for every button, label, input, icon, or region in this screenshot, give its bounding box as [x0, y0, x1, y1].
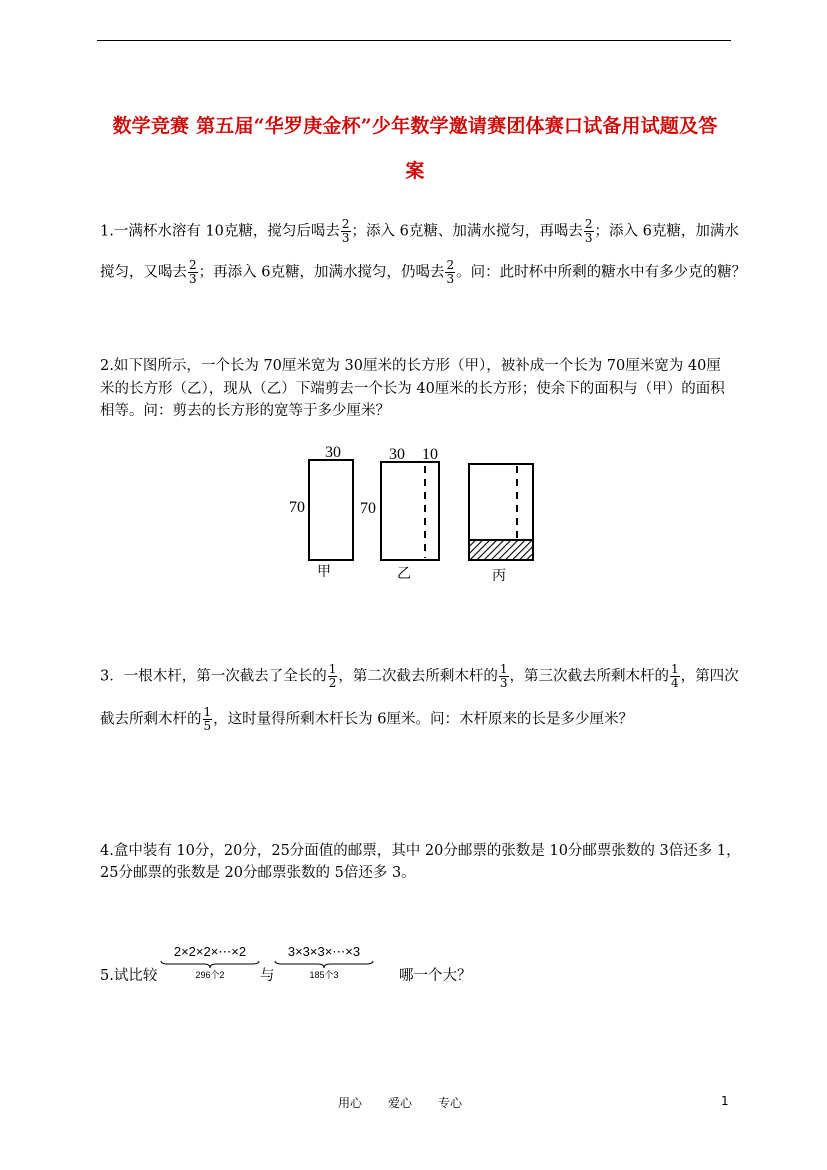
question-5-prefix: 5.试比较	[100, 968, 158, 984]
fraction: $\frac{1}{5}$	[203, 705, 212, 733]
question-5-suffix: 哪一个大？	[399, 968, 472, 984]
fraction: $\frac{2}{3}$	[584, 217, 593, 245]
footer-motto-1: 用心	[338, 1096, 363, 1110]
power-of-three-expression: 3×3×3×⋯×3 185个3	[274, 944, 374, 981]
footer-motto-3: 专心	[438, 1096, 463, 1110]
question-1-line-1: 1.一满杯水溶有 10克糖，搅匀后喝去 $\frac{2}{3}$ ；添入 6克糖、加满水搅匀，再喝去 $\frac{2}{3}$ ；添入 6克糖，加满水	[100, 217, 739, 245]
rectangle-c-cut-strip	[469, 540, 533, 560]
rectangle-a-label: 甲	[317, 564, 331, 580]
page-title: 数学竞赛 第五届“华罗庚金杯”少年数学邀请赛团体赛口试备用试题及答	[112, 115, 718, 137]
fraction: $\frac{1}{3}$	[499, 662, 508, 690]
fraction: $\frac{1}{2}$	[328, 662, 337, 690]
question-3-line-2: 截去所剩木杆的 $\frac{1}{5}$ ，这时量得所剩木杆长为 6厘米。问：木杆原来的长是多少厘米？	[100, 705, 633, 733]
rectangle-a-width-label: 30	[325, 444, 341, 461]
rectangle-a	[309, 460, 353, 560]
rectangle-c-label: 丙	[492, 568, 506, 584]
fraction: $\frac{2}{3}$	[189, 258, 197, 286]
question-2-line-1: 2.如下图所示，一个长为 70厘米宽为 30厘米的长方形（甲），被补成一个长为 70厘米宽为 40厘	[100, 358, 721, 374]
question-2-line-3: 相等。问：剪去的长方形的宽等于多少厘米？	[100, 403, 390, 419]
rectangles-figure	[285, 440, 545, 590]
fraction: $\frac{2}{3}$	[341, 217, 350, 245]
underbrace-icon	[274, 960, 374, 968]
question-4-line-2: 25分邮票的张数是 20分邮票张数的 5倍还多 3。	[100, 865, 416, 881]
rectangle-b-width-label: 30	[389, 446, 405, 463]
question-2-line-2: 米的长方形（乙），现从（乙）下端剪去一个长为 40厘米的长方形；使余下的面积与（甲）的面积	[100, 381, 725, 397]
question-1-line-2: 搅匀，又喝去 $\frac{2}{3}$ ；再添入 6克糖，加满水搅匀，仍喝去 $\frac{2}{3}$ 。问：此时杯中所剩的糖水中有多少克的糖？	[100, 258, 747, 286]
question-5-connector: 与	[260, 968, 275, 984]
rectangle-b-extra-label: 10	[422, 446, 438, 463]
question-4-line-1: 4.盒中装有 10分，20分，25分面值的邮票，其中 20分邮票的张数是 10分邮票张数的 3倍还多 1，	[100, 843, 741, 859]
fraction: $\frac{2}{3}$	[446, 258, 455, 286]
header-rule	[97, 40, 731, 41]
rectangle-b	[381, 462, 439, 560]
page-title-continued: 案	[405, 160, 425, 182]
fraction: $\frac{1}{4}$	[671, 662, 679, 690]
question-3-line-1: 3．一根木杆，第一次截去了全长的 $\frac{1}{2}$ ，第二次截去所剩木杆的 $\frac{1}{3}$ ，第三次截去所剩木杆的 $\frac{1}{4}$ ，第四次	[100, 662, 739, 690]
rectangle-a-height-label: 70	[289, 499, 305, 516]
rectangle-b-label: 乙	[397, 566, 411, 582]
page-number: 1	[721, 1094, 729, 1108]
footer-motto-2: 爱心	[388, 1096, 413, 1110]
rectangle-b-height-label: 70	[360, 500, 376, 517]
power-of-two-expression: 2×2×2×⋯×2 296个2	[160, 944, 260, 981]
underbrace-icon	[160, 960, 260, 968]
